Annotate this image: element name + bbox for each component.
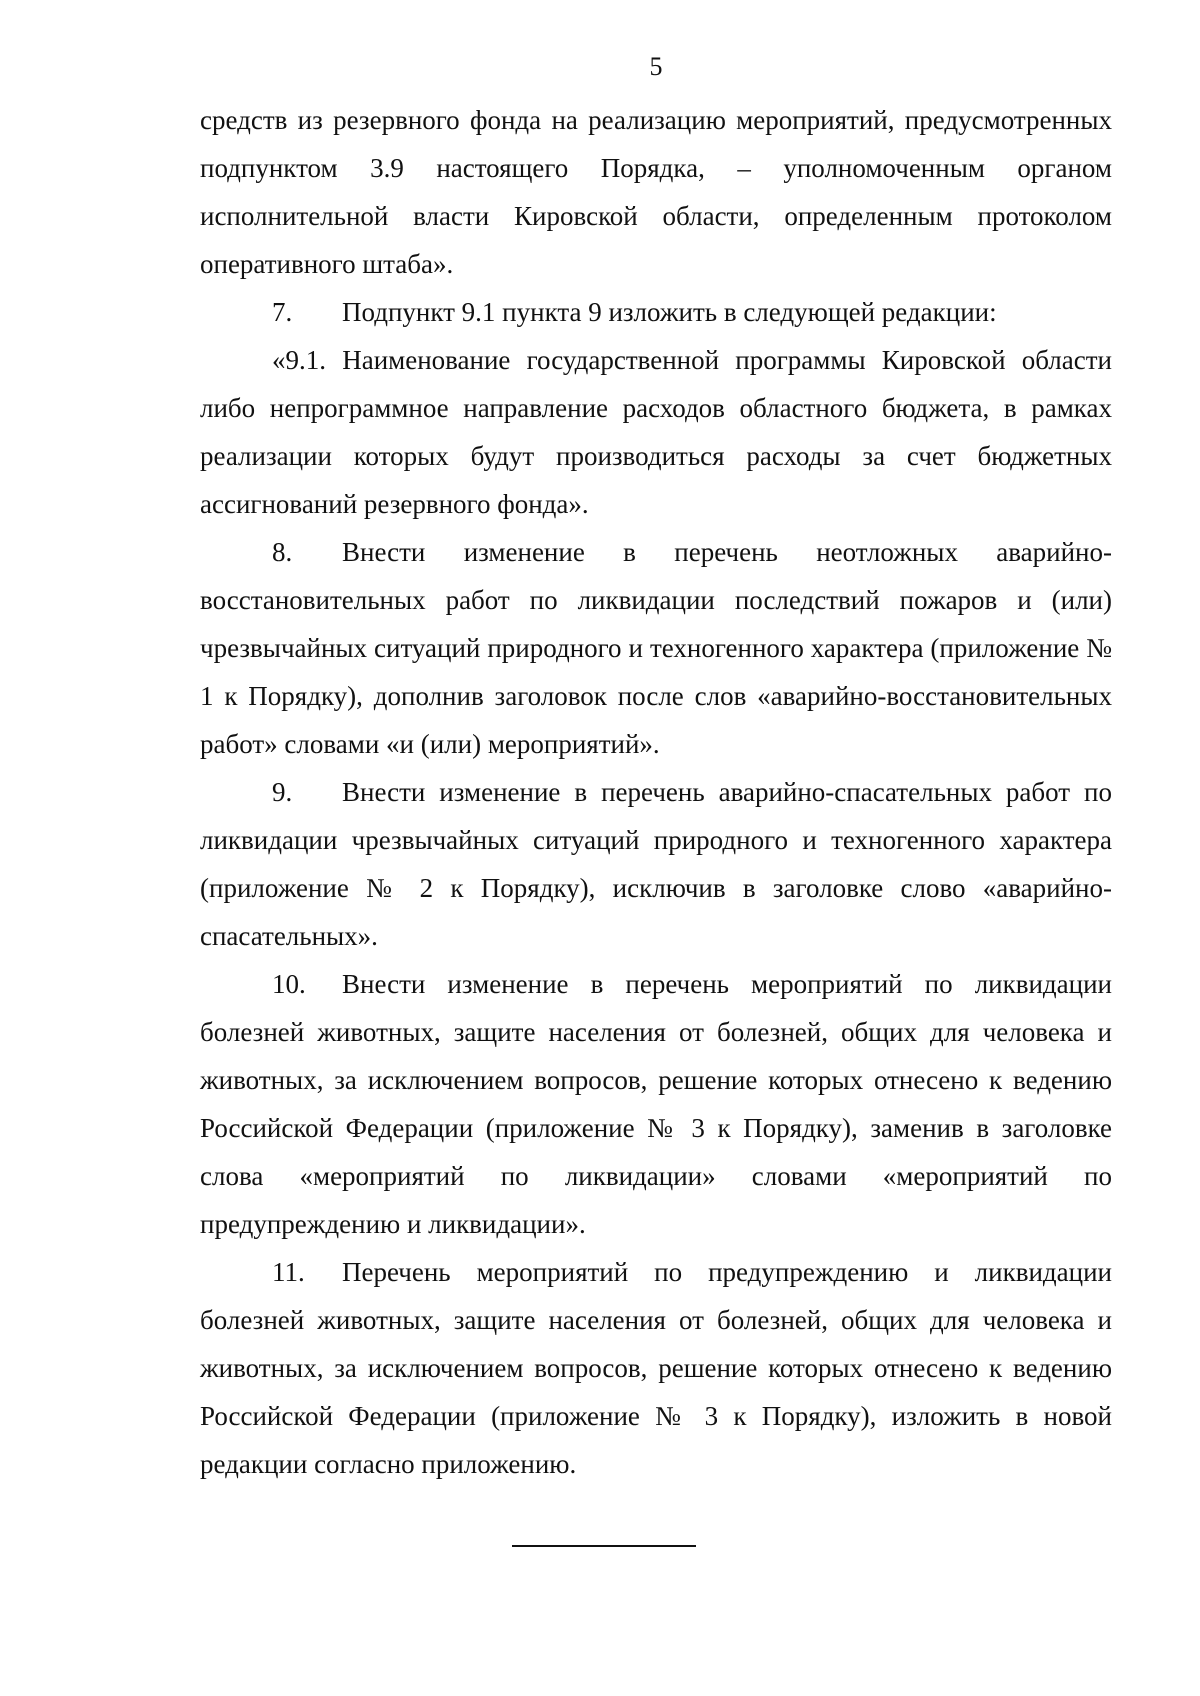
- item-number: 8.: [272, 537, 293, 567]
- paragraph-item-8: [200, 528, 1112, 768]
- paragraph-text: Внести изменение в перечень мероприятий по ликвидации болезней животных, защите населения от болезней, общих для человека и животных, за исключением вопросов, решение которых отнесено к ведению Российской Федерации (приложение № 3 к Порядку), заменив в заголовке слова «мероприятий по ликвидации» словами «мероприятий по предупреждению и ликвидации».: [200, 969, 1112, 1239]
- paragraph-text: Внести изменение в перечень аварийно-спасательных работ по ликвидации чрезвычайных ситуаций природного и техногенного характера (приложение № 2 к Порядку), исключив в заголовке слово «аварийно-спасательных».: [200, 777, 1112, 951]
- paragraph-item-11: [200, 1248, 1112, 1488]
- paragraph-text: Перечень мероприятий по предупреждению и ликвидации болезней животных, защите населения от болезней, общих для человека и животных, за исключением вопросов, решение которых отнесено к ведению Российской Федерации (приложение № 3 к Порядку), изложить в новой редакции согласно приложению.: [200, 1257, 1112, 1479]
- paragraph-item-10: [200, 960, 1112, 1248]
- paragraph-text: средств из резервного фонда на реализацию мероприятий, предусмотренных подпунктом 3.9 настоящего Порядка, – уполномоченным органом исполнительной власти Кировской области, определенным протоколом оперативного штаба».: [200, 105, 1112, 279]
- paragraph-item-9: [200, 768, 1112, 960]
- paragraph-continuation: [200, 96, 1112, 288]
- item-number: 9.: [272, 777, 293, 807]
- end-separator-line: [512, 1545, 696, 1547]
- paragraph-item-7: [200, 288, 1112, 336]
- paragraph-quoted-9-1: [200, 336, 1112, 528]
- paragraph-text: Внести изменение в перечень неотложных аварийно-восстановительных работ по ликвидации последствий пожаров и (или) чрезвычайных ситуаций природного и техногенного характера (приложение № 1 к Порядку), дополнив заголовок после слов «аварийно-восстановительных работ» словами «и (или) мероприятий».: [200, 537, 1112, 759]
- paragraph-text: «9.1. Наименование государственной программы Кировской области либо непрограммное направление расходов областного бюджета, в рамках реализации которых будут производиться расходы за счет бюджетных ассигнований резервного фонда».: [200, 345, 1112, 519]
- item-number: 10.: [272, 969, 306, 999]
- page-number: 5: [649, 52, 663, 81]
- item-number: 11.: [272, 1257, 305, 1287]
- paragraph-text: Подпункт 9.1 пункта 9 изложить в следующей редакции:: [342, 297, 997, 327]
- item-number: 7.: [272, 297, 293, 327]
- document-body: [200, 96, 1112, 1488]
